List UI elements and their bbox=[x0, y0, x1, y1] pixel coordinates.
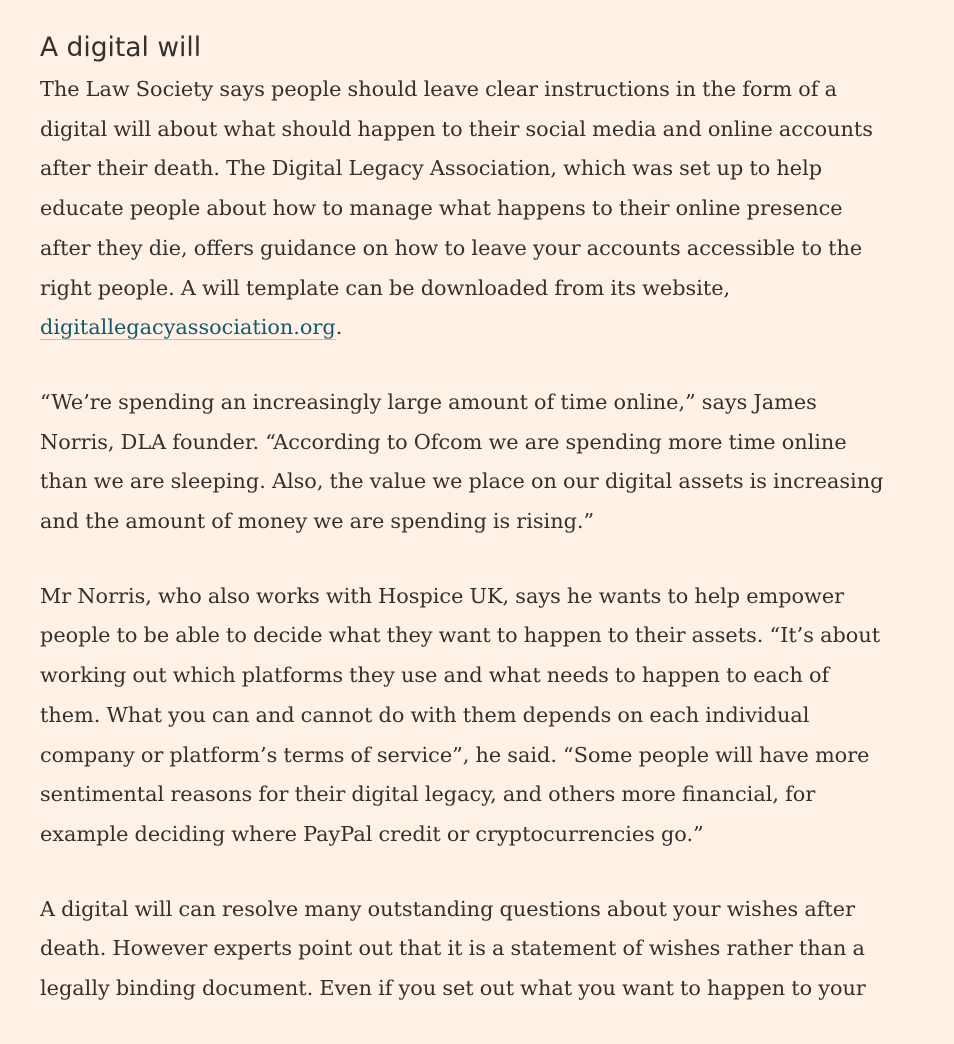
paragraph-line: than we are sleeping. Also, the value we place on our digital assets is increasing bbox=[40, 469, 884, 494]
paragraph-line: Mr Norris, who also works with Hospice UK, says he wants to help empower bbox=[40, 583, 845, 608]
paragraph-line: and the amount of money we are spending is rising.” bbox=[40, 509, 595, 534]
paragraph-line: example deciding where PayPal credit or cryptocurrencies go.” bbox=[40, 821, 704, 846]
paragraph-line: company or platform’s terms of service”, he said. “Some people will have more bbox=[40, 742, 870, 767]
paragraph-digital-will bbox=[40, 70, 920, 348]
paragraph-norris-quote bbox=[40, 383, 920, 542]
paragraph-line: them. What you can and cannot do with them depends on each individual bbox=[40, 702, 810, 727]
paragraph-line: people to be able to decide what they want to happen to their assets. “It’s about bbox=[40, 623, 881, 648]
dla-website-link[interactable]: digitallegacyassociation.org bbox=[40, 315, 336, 340]
paragraph-line: legally binding document. Even if you set out what you want to happen to your bbox=[40, 976, 866, 1001]
paragraph-line: The Law Society says people should leave clear instructions in the form of a bbox=[40, 77, 837, 101]
paragraph-line: “We’re spending an increasingly large amount of time online,” says James bbox=[40, 389, 817, 414]
paragraph-line: Norris, DLA founder. “According to Ofcom we are spending more time online bbox=[40, 429, 847, 454]
link-trailing-period: . bbox=[335, 315, 343, 340]
paragraph-line: sentimental reasons for their digital legacy, and others more financial, for bbox=[40, 782, 816, 807]
paragraph-line: educate people about how to manage what happens to their online presence bbox=[40, 196, 843, 221]
paragraph-line-with-link bbox=[40, 308, 920, 348]
section-heading: A digital will bbox=[40, 32, 202, 63]
article-body bbox=[40, 30, 920, 1044]
paragraph-line: A digital will can resolve many outstanding questions about your wishes after bbox=[40, 896, 856, 921]
paragraph-line: death. However experts point out that it is a statement of wishes rather than a bbox=[40, 936, 865, 961]
paragraph-line: working out which platforms they use and what needs to happen to each of bbox=[40, 663, 830, 688]
paragraph-line: after their death. The Digital Legacy Association, which was set up to help bbox=[40, 156, 823, 181]
paragraph-legal-status bbox=[40, 890, 920, 1009]
paragraph-line: right people. A will template can be downloaded from its website, bbox=[40, 275, 731, 300]
paragraph-line: digital will about what should happen to their social media and online accounts bbox=[40, 116, 873, 141]
paragraph-line: after they die, offers guidance on how to leave your accounts accessible to the bbox=[40, 235, 863, 260]
paragraph-hospice-uk bbox=[40, 577, 920, 855]
